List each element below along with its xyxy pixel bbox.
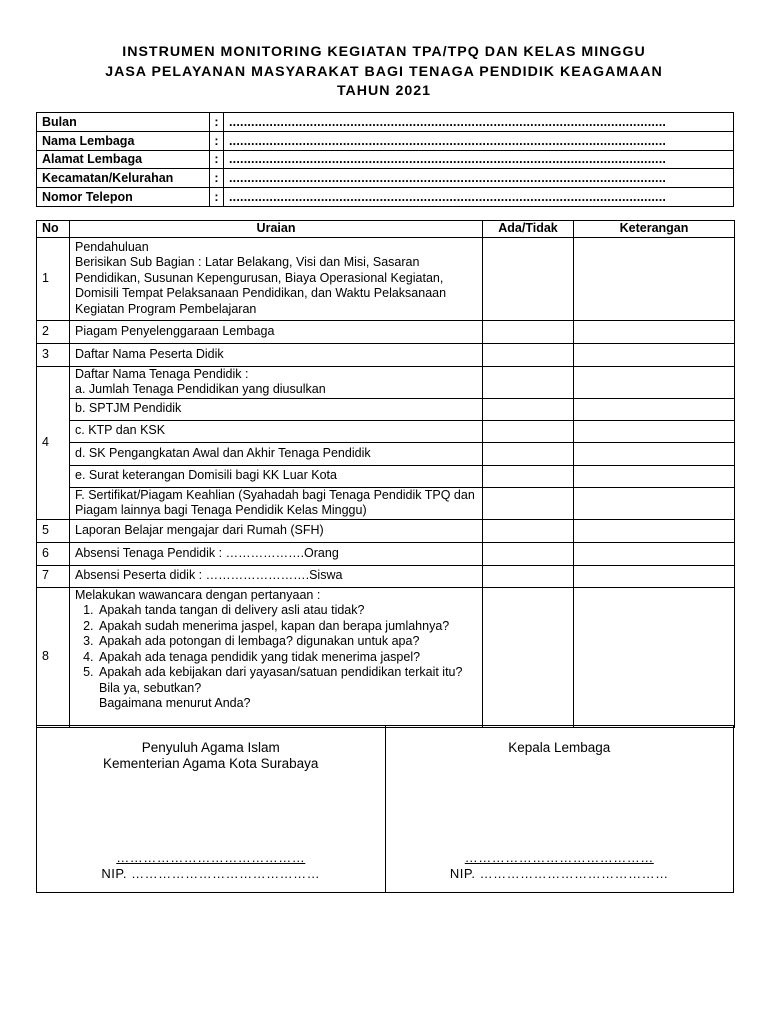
interview-question-list xyxy=(75,603,477,696)
ada-tidak-cell[interactable] xyxy=(483,465,574,487)
info-label: Nomor Telepon xyxy=(37,188,210,207)
interview-question: 3. Apakah ada potongan di lembaga? digunakan untuk apa? xyxy=(97,634,477,650)
ada-tidak-cell[interactable] xyxy=(483,320,574,343)
info-value-blank[interactable]: ....................................................................................................................... xyxy=(224,188,734,207)
sub-item-b: b. SPTJM Pendidik xyxy=(70,398,483,420)
ada-tidak-cell[interactable] xyxy=(483,587,574,727)
signature-name-blank[interactable]: …………………………………… xyxy=(464,850,654,865)
row-number: 8 xyxy=(37,587,70,727)
interview-question-followup: Bagaimana menurut Anda? xyxy=(99,696,251,710)
keterangan-cell[interactable] xyxy=(574,519,735,542)
table-row xyxy=(37,237,735,320)
table-row xyxy=(37,343,735,366)
row-number: 7 xyxy=(37,565,70,587)
sub-item-f: F. Sertifikat/Piagam Keahlian (Syahadah bagi Tenaga Pendidik TPQ dan Piagam lainnya bagi Tenaga Pendidik Kelas Minggu) xyxy=(70,487,483,519)
keterangan-cell[interactable] xyxy=(574,320,735,343)
interview-question: 2. Apakah sudah menerima jaspel, kapan dan berapa jumlahnya? xyxy=(97,619,477,635)
signature-table xyxy=(36,725,734,893)
ada-tidak-cell[interactable] xyxy=(483,565,574,587)
info-colon: : xyxy=(210,188,224,207)
row-number: 2 xyxy=(37,320,70,343)
row-description xyxy=(70,587,483,727)
table-row xyxy=(37,398,735,420)
table-row xyxy=(37,487,735,519)
keterangan-cell[interactable] xyxy=(574,442,735,465)
nip-field[interactable]: NIP. …………………………………… xyxy=(101,866,321,881)
signature-fields xyxy=(37,850,385,882)
row-description: Piagam Penyelenggaraan Lembaga xyxy=(70,320,483,343)
header-no: No xyxy=(37,221,70,238)
row-title: Daftar Nama Tenaga Pendidik : xyxy=(75,366,249,381)
sub-item-a: a. Jumlah Tenaga Pendidikan yang diusulkan xyxy=(75,382,326,396)
info-label: Alamat Lembaga xyxy=(37,150,210,169)
info-colon: : xyxy=(210,131,224,150)
ada-tidak-cell[interactable] xyxy=(483,237,574,320)
row-description: Absensi Peserta didik : …………………….Siswa xyxy=(70,565,483,587)
signature-fields xyxy=(386,850,734,882)
row-number: 5 xyxy=(37,519,70,542)
ada-tidak-cell[interactable] xyxy=(483,519,574,542)
table-row xyxy=(37,442,735,465)
header-keterangan: Keterangan xyxy=(574,221,735,238)
info-colon: : xyxy=(210,150,224,169)
sub-item-e: e. Surat keterangan Domisili bagi KK Luar Kota xyxy=(70,465,483,487)
table-row xyxy=(37,320,735,343)
keterangan-cell[interactable] xyxy=(574,237,735,320)
header-uraian: Uraian xyxy=(70,221,483,238)
interview-question: 4. Apakah ada tenaga pendidik yang tidak menerima jaspel? xyxy=(97,650,477,666)
info-colon: : xyxy=(210,169,224,188)
keterangan-cell[interactable] xyxy=(574,587,735,727)
document-title xyxy=(0,43,768,102)
info-colon: : xyxy=(210,113,224,132)
ada-tidak-cell[interactable] xyxy=(483,343,574,366)
title-line-1: INSTRUMEN MONITORING KEGIATAN TPA/TPQ DAN KELAS MINGGU xyxy=(122,44,646,60)
info-label: Bulan xyxy=(37,113,210,132)
info-value-blank[interactable]: ....................................................................................................................... xyxy=(224,169,734,188)
row-number: 6 xyxy=(37,542,70,565)
signature-title xyxy=(386,740,734,756)
title-line-2: JASA PELAYANAN MASYARAKAT BAGI TENAGA PENDIDIK KEAGAMAAN xyxy=(105,63,663,80)
signature-role: Kepala Lembaga xyxy=(508,740,611,755)
row-number: 3 xyxy=(37,343,70,366)
header-ada-tidak: Ada/Tidak xyxy=(483,221,574,238)
keterangan-cell[interactable] xyxy=(574,366,735,398)
keterangan-cell[interactable] xyxy=(574,398,735,420)
info-row-nama-lembaga xyxy=(37,131,734,150)
info-label: Nama Lembaga xyxy=(37,131,210,150)
table-row xyxy=(37,519,735,542)
signature-title xyxy=(37,740,385,772)
interview-question: 1. Apakah tanda tangan di delivery asli atau tidak? xyxy=(97,603,477,619)
ada-tidak-cell[interactable] xyxy=(483,420,574,442)
title-line-3: TAHUN 2021 xyxy=(336,83,432,99)
info-row-kecamatan xyxy=(37,169,734,188)
institution-info-table xyxy=(36,112,734,207)
ada-tidak-cell[interactable] xyxy=(483,398,574,420)
table-row xyxy=(37,420,735,442)
keterangan-cell[interactable] xyxy=(574,542,735,565)
row-description: Laporan Belajar mengajar dari Rumah (SFH) xyxy=(70,519,483,542)
row-title: Melakukan wawancara dengan pertanyaan : xyxy=(75,587,321,602)
row-description xyxy=(70,366,483,398)
keterangan-cell[interactable] xyxy=(574,565,735,587)
signature-institution: Kementerian Agama Kota Surabaya xyxy=(103,756,319,771)
row-number: 4 xyxy=(37,366,70,519)
keterangan-cell[interactable] xyxy=(574,420,735,442)
signature-name-blank[interactable]: …………………………………… xyxy=(116,850,306,865)
table-row xyxy=(37,542,735,565)
keterangan-cell[interactable] xyxy=(574,343,735,366)
table-header-row xyxy=(37,221,735,238)
sub-item-d: d. SK Pengangkatan Awal dan Akhir Tenaga Pendidik xyxy=(70,442,483,465)
row-number: 1 xyxy=(37,237,70,320)
info-row-bulan xyxy=(37,113,734,132)
signature-block-penyuluh xyxy=(37,726,386,893)
table-row xyxy=(37,587,735,727)
signature-role: Penyuluh Agama Islam xyxy=(141,740,280,755)
row-title: Pendahuluan xyxy=(75,239,149,254)
row-description: Daftar Nama Peserta Didik xyxy=(70,343,483,366)
table-row xyxy=(37,565,735,587)
interview-question: 5. Apakah ada kebijakan dari yayasan/satuan pendidikan terkait itu?Bila ya, sebutkan? xyxy=(97,665,477,696)
info-value-blank[interactable]: ....................................................................................................................... xyxy=(224,150,734,169)
info-value-blank[interactable]: ....................................................................................................................... xyxy=(224,131,734,150)
monitoring-checklist-table xyxy=(36,220,735,728)
keterangan-cell[interactable] xyxy=(574,487,735,519)
sub-item-c: c. KTP dan KSK xyxy=(70,420,483,442)
ada-tidak-cell[interactable] xyxy=(483,542,574,565)
ada-tidak-cell[interactable] xyxy=(483,487,574,519)
row-description xyxy=(70,237,483,320)
table-row xyxy=(37,366,735,398)
ada-tidak-cell[interactable] xyxy=(483,366,574,398)
ada-tidak-cell[interactable] xyxy=(483,442,574,465)
signature-block-kepala xyxy=(385,726,734,893)
keterangan-cell[interactable] xyxy=(574,465,735,487)
info-row-alamat-lembaga xyxy=(37,150,734,169)
table-row xyxy=(37,465,735,487)
row-description: Absensi Tenaga Pendidik : ……………….Orang xyxy=(70,542,483,565)
info-row-nomor-telepon xyxy=(37,188,734,207)
row-detail: Berisikan Sub Bagian : Latar Belakang, Visi dan Misi, Sasaran Pendidikan, Susunan Kepengurusan, Biaya Operasional Kegiatan, Domisili Tempat Pelaksanaan Pendidikan, dan Waktu Pelaksanaan Kegiatan Program Pembelajaran xyxy=(75,255,447,316)
nip-field[interactable]: NIP. …………………………………… xyxy=(449,866,669,881)
info-value-blank[interactable]: ....................................................................................................................... xyxy=(224,113,734,132)
info-label: Kecamatan/Kelurahan xyxy=(37,169,210,188)
